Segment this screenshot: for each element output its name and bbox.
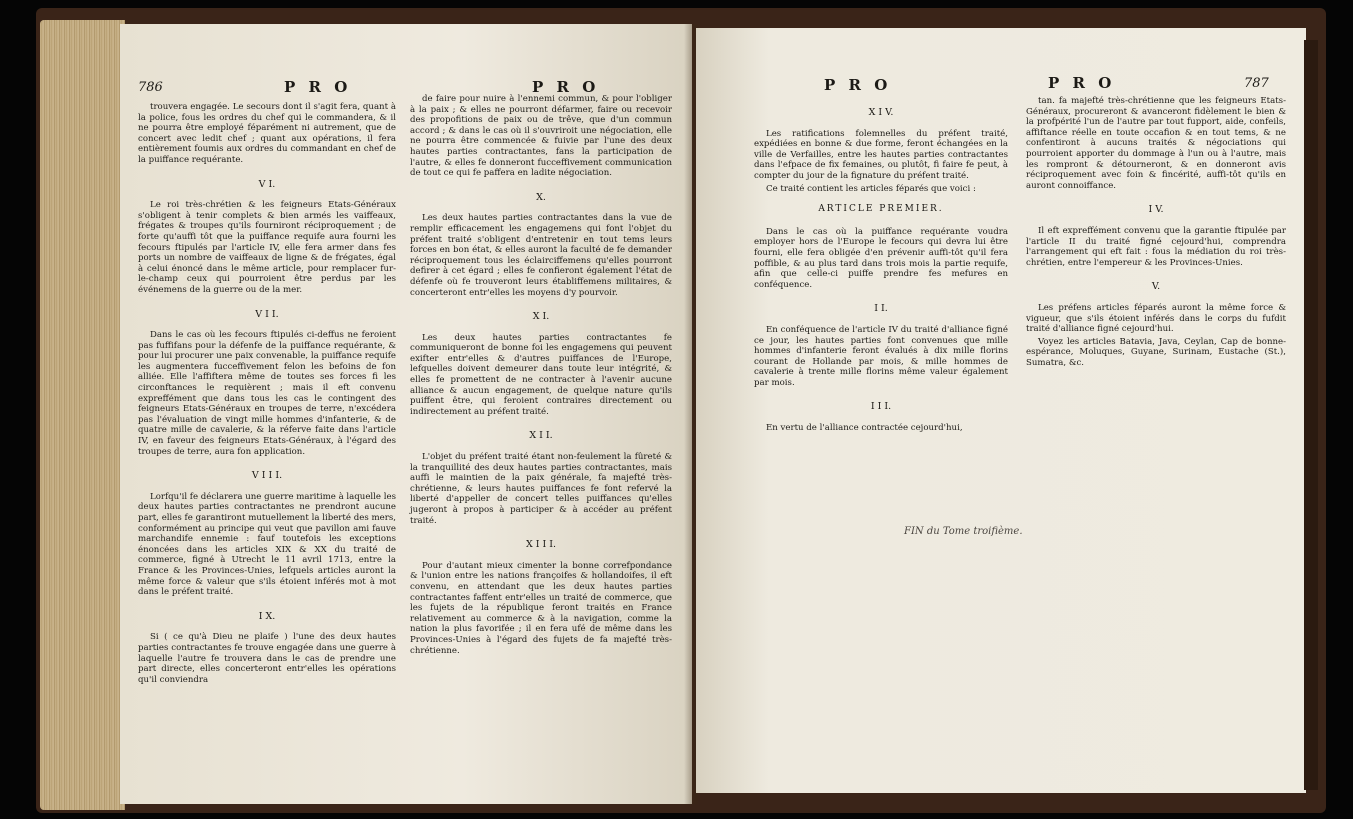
paragraph: En conféquence de l'article IV du traité d'alliance figné ce jour, les hautes parties font convenues que mille hommes d'infanterie feront évalués à dix mille florins courant de Hollande par mois, & mille hommes de cavalerie à trente mille florins même valeur également par mois.: [754, 324, 1008, 388]
running-head-left-col2: P R O: [532, 78, 600, 96]
running-head-right-col1: P R O: [824, 76, 892, 94]
paragraph: Le roi très-chrétien & les feigneurs Etats-Généraux s'obligent à tenir complets & bien armés les vaiffeaux, frégates & troupes qu'ils fourniront réciproquement ; de forte qu'auffi tôt que la puiffance requife aura fourni les fecours ftipulés par l'article IV, elle fera armer dans fes ports un nombre de vaiffeaux de ligne & de frégates, égal à celui énoncé dans le même article, pour remplacer fur-le-champ ceux qui pourroient être perdus par les événemens de la guerre ou de la mer.: [138, 200, 396, 295]
right-page: [696, 28, 1306, 793]
article-heading: I I I.: [870, 401, 892, 413]
page-number-left: 786: [138, 80, 163, 95]
paragraph: Lorfqu'il fe déclarera une guerre maritime à laquelle les deux hautes parties contractantes ne prendront aucune part, elles fe garantiront mutuellement la liberté des mers, conformément au principe qui veut que pavillon ami fauve marchandife ennemie : fauf toutefois les exceptions énoncées dans les articles XIX & XX du traité de commerce, figné à Utrecht le 11 avril 1713, entre la France & les Provinces-Unies, lefquels articles auront la même force & valeur que s'ils étoient inférés mot à mot dans le préfent traité.: [138, 491, 396, 598]
paragraph: Voyez les articles Batavia, Java, Ceylan, Cap de bonne-espérance, Moluques, Guyane, Surinam, Eustache (St.), Sumatra, &c.: [1026, 336, 1286, 368]
paragraph: Dans le cas où la puiffance requérante voudra employer hors de l'Europe le fecours qui devra lui être fourni, elle fera obligée d'en prévenir auffi-tôt qu'il fera poffible, & au plus tard dans trois mois la partie requife, afin que celle-ci puiffe prendre fes mefures en conféquence.: [754, 226, 1008, 290]
paragraph: L'objet du préfent traité étant non-feulement la fûreté & la tranquillité des deux hautes parties contractantes, mais auffi le maintien de la paix générale, fa majefté très-chrétienne, & leurs hautes puiffances fe font refervé la liberté d'appeller de concert telles puiffances qu'elles jugeront à propos à participer & à accéder au préfent traité.: [410, 452, 672, 526]
paragraph: Pour d'autant mieux cimenter la bonne correfpondance & l'union entre les nations françoifes & hollandoifes, il eft convenu, en attendant que les deux hautes parties contractantes faffent entr'elles un traité de commerce, que les fujets de la république feront traités en France relativement au commerce & à la navigation, comme la nation la plus favorifée ; il en fera ufé de même dans les Provinces-Unies à l'égard des fujets de fa majefté très-chrétienne.: [410, 560, 672, 656]
article-heading: V I I I.: [251, 470, 283, 482]
article-heading: X I.: [532, 311, 550, 323]
running-head-left: P R O: [284, 78, 352, 96]
paragraph: Les préfens articles féparés auront la même force & vigueur, que s'ils étoient inférés dans le corps du fufdit traité d'alliance figné cejourd'hui.: [1026, 302, 1286, 335]
paragraph: Si ( ce qu'à Dieu ne plaife ) l'une des deux hautes parties contractantes fe trouve engagée dans une guerre à laquelle l'autre fe trouvera dans le cas de prendre une part directe, elles concerteront entr'elles les opérations qu'il conviendra: [138, 632, 396, 685]
article-heading: X I I.: [529, 430, 553, 442]
paragraph: trouvera engagée. Le secours dont il s'agit fera, quant à la police, fous les ordres du chef qui le commandera, & il ne pourra être employé féparément ni autrement, que de concert avec ledit chef ; quant aux opérations, il fera entièrement foumis aux ordres du commandant en chef de la puiffance requérante.: [138, 102, 396, 165]
paragraph: En vertu de l'alliance contractée cejourd'hui,: [766, 423, 963, 434]
article-heading: ARTICLE PREMIER.: [818, 204, 944, 215]
left-column-2: [410, 94, 672, 804]
article-heading: X I V.: [868, 107, 894, 118]
page-number-right: 787: [1244, 76, 1269, 91]
article-heading: V.: [1151, 281, 1161, 293]
paragraph: Dans le cas où les fecours ftipulés ci-deffus ne feroient pas fuffifans pour la défenfe de la puiffance requérante, & pour lui procurer une paix convenable, la puiffance requife les augmentera fucceffivement felon les befoins de fon alliée. Elle l'affiftera même de toutes ses forces fi les circonftances le requièrent ; mais il eft convenu expreffément que dans tous les cas le contingent des feigneurs Etats-Généraux en troupes de terre, n'excédera pas l'évaluation de vingt mille hommes d'infanterie, & de quatre mille de cavalerie, & la réferve faite dans l'article IV, en faveur des feigneurs Etats-Généraux, à l'égard des troupes de terre, aura fon application.: [138, 330, 396, 457]
right-column-2: [1026, 96, 1286, 476]
left-page: [120, 24, 692, 804]
paragraph: Il eft expreffément convenu que la garantie ftipulée par l'article II du traité figné cejourd'hui, comprendra l'arrangement qui eft fait : fous la médiation du roi très-chrétien, entre l'empereur & les Provinces-Unies.: [1026, 225, 1286, 268]
page-edges-right: [1304, 40, 1318, 790]
article-heading: I I.: [874, 303, 888, 315]
paragraph: Les deux hautes parties contractantes fe communiqueront de bonne foi les engagemens qui peuvent exifter entr'elles & d'autres puiffances de l'Europe, lefquelles doivent demeurer dans toute leur intégrité, & elles fe promettent de ne contracter à l'avenir aucune alliance & aucun engagement, de quelque nature qu'ils puiffent être, qui feroient contraires directement ou indirectement au préfent traité.: [410, 332, 672, 417]
article-heading: V I I.: [255, 308, 279, 320]
paragraph: tan. fa majefté très-chrétienne que les feigneurs Etats-Généraux, procureront & avanceront fidèlement le bien & la profpérité l'un de l'autre par tout fupport, aide, confeils, affiftance réelle en toute occafion & en tout tems, & ne confentiront à aucuns traités & négociations qui pourroient apporter du dommage à l'un ou à l'autre, mais les rompront & détourneront, & en donneront avis réciproquement avec foin & fincérité, auffi-tôt qu'ils en auront connoiffance.: [1026, 96, 1286, 191]
running-head-right: P R O: [1048, 74, 1116, 92]
fin-du-tome: FIN du Tome troifième.: [904, 526, 1023, 537]
article-heading: I X.: [258, 610, 276, 622]
paragraph: Les deux hautes parties contractantes dans la vue de remplir efficacement les engagemens qui font l'objet du préfent traité s'obligent d'entretenir en tout tems leurs forces en bon état, & elles auront la faculté de fe demander réciproquement tous les éclairciffemens qu'elles pourront defirer à cet égard ; elles fe confieront également l'état de défenfe où fe trouveront leurs établiffemens militaires, & concerteront entr'elles les moyens d'y pourvoir.: [410, 213, 672, 298]
paragraph: Ce traité contient les articles féparés que voici :: [766, 183, 976, 194]
paragraph: de faire pour nuire à l'ennemi commun, & pour l'obliger à la paix ; & elles ne pourront défarmer, faire ou recevoir des propofitions de paix ou de trêve, que d'un commun accord ; & dans le cas où il s'ouvriroit une négociation, elle ne pourra être commencée & fuivie par l'une des deux hautes parties contractantes, fans la participation de l'autre, & elles fe donneront fucceffivement communication de tout ce qui fe paffera en ladite négociation.: [410, 94, 672, 179]
left-column-1: [138, 102, 396, 802]
article-heading: I V.: [1148, 204, 1164, 216]
article-heading: X I I I.: [525, 539, 557, 551]
paragraph: Les ratifications folemnelles du préfent traité, expédiées en bonne & due forme, feront échangées en la ville de Verfailles, entre les hautes parties contractantes dans l'efpace de fix femaines, ou plutôt, fi faire fe peut, à compter du jour de la fignature du préfent traité.: [754, 128, 1008, 181]
article-heading: V I.: [258, 178, 276, 190]
right-column-1: [754, 94, 1008, 494]
article-heading: X.: [536, 191, 546, 203]
page-edges-left: [40, 20, 125, 810]
